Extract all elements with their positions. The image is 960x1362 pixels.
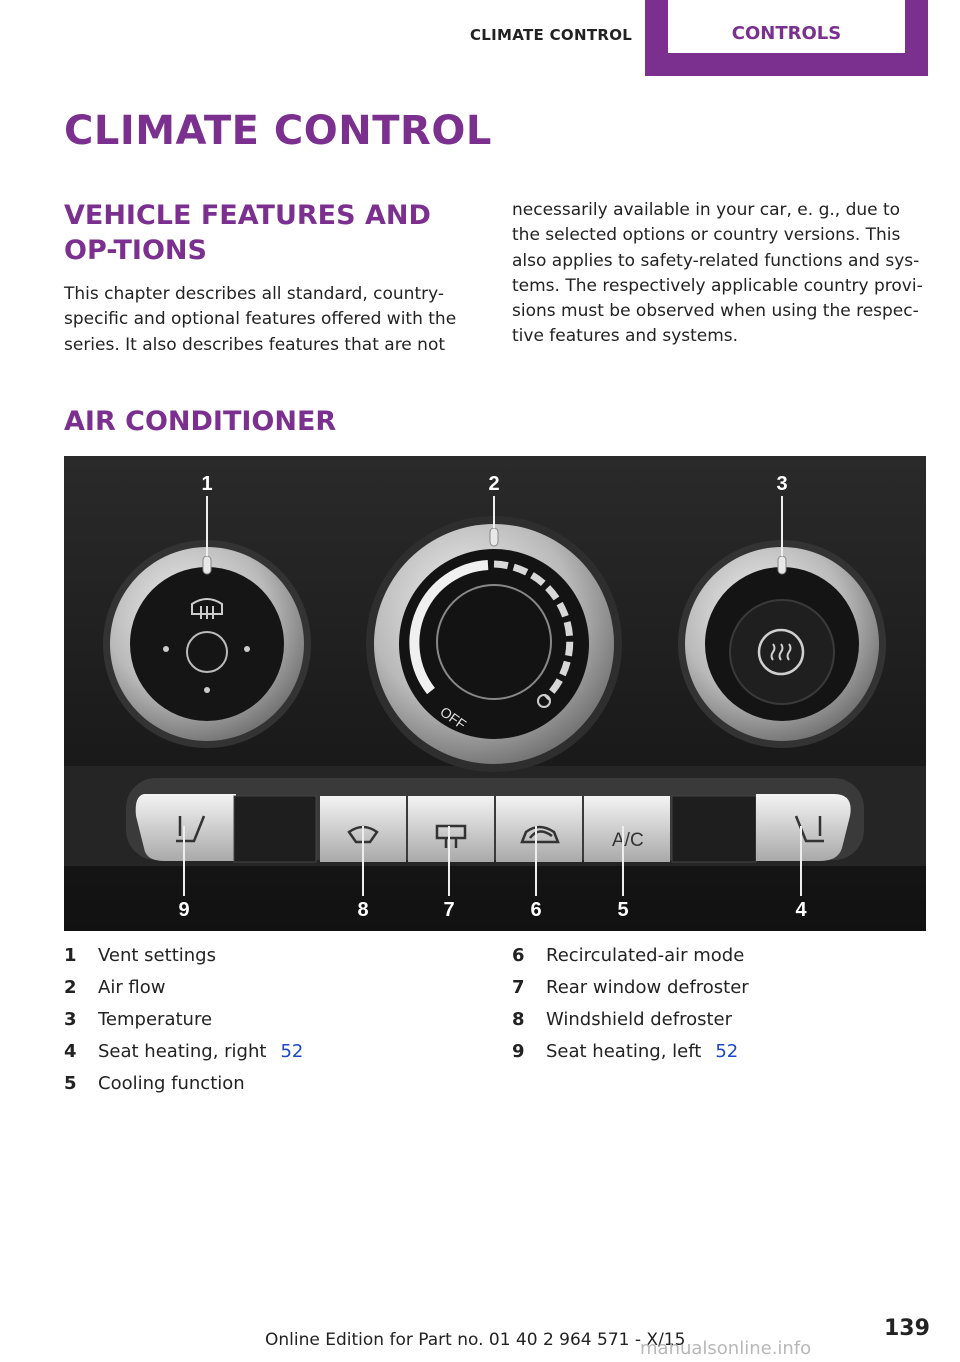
- legend-label: Air flow: [98, 977, 166, 998]
- watermark: manualsonline.info: [640, 1338, 812, 1359]
- list-item: [64, 1039, 303, 1071]
- legend-number: 3: [64, 1009, 77, 1030]
- header-section-label: CLIMATE CONTROL: [470, 26, 633, 44]
- features-paragraph-right: necessarily available in your car, e. g., due to the selected options or country versions. This also applies to safety-related functions and sys-tems. The respectively applicable country provi-sions must be observed when using the respec-tive features and systems.: [512, 200, 923, 347]
- air-flow-dial[interactable]: [366, 516, 622, 772]
- legend-number: 2: [64, 977, 77, 998]
- legend-label: Seat heating, left: [546, 1041, 702, 1062]
- callout-9: 9: [178, 899, 190, 921]
- legend-label: Windshield defroster: [546, 1009, 733, 1030]
- page-ref-link[interactable]: 52: [280, 1041, 304, 1062]
- legend-label: Cooling function: [98, 1073, 245, 1094]
- callout-2: 2: [488, 473, 500, 495]
- legend-label: Recirculated-air mode: [546, 945, 745, 966]
- recirculated-air-button[interactable]: [496, 796, 582, 862]
- legend-number: 4: [64, 1041, 77, 1062]
- header-tab[interactable]: [645, 0, 928, 76]
- list-item: [64, 1007, 303, 1039]
- legend-label: Temperature: [98, 1009, 213, 1030]
- legend-number: 5: [64, 1073, 77, 1094]
- seat-heating-left-button[interactable]: [136, 794, 236, 861]
- list-item: [64, 943, 303, 975]
- page-title: CLIMATE CONTROL: [64, 108, 492, 154]
- cooling-function-button[interactable]: [584, 796, 670, 862]
- temperature-dial[interactable]: [678, 540, 886, 748]
- page-number: 139: [884, 1316, 930, 1341]
- callout-6: 6: [530, 899, 542, 921]
- ac-button-label: A/C: [612, 830, 644, 851]
- header-tab-label: CONTROLS: [668, 0, 905, 53]
- legend-label: Seat heating, right: [98, 1041, 267, 1062]
- seat-heating-right-button[interactable]: [756, 794, 851, 861]
- blank-button-right[interactable]: [672, 796, 756, 862]
- legend-number: 9: [512, 1041, 525, 1062]
- legend-number: 6: [512, 945, 525, 966]
- legend-label: Rear window defroster: [546, 977, 749, 998]
- list-item: [512, 1007, 749, 1039]
- list-item: [512, 975, 749, 1007]
- callout-8: 8: [357, 899, 369, 921]
- vent-settings-dial[interactable]: [103, 540, 311, 748]
- air-conditioner-figure: [64, 456, 926, 931]
- rear-window-defroster-button[interactable]: [408, 796, 494, 862]
- list-item: [64, 1071, 303, 1103]
- features-paragraph-left: This chapter describes all standard, country-specific and optional features offered with the series. It also describes features that are not: [64, 284, 457, 355]
- legend-number: 8: [512, 1009, 525, 1030]
- callout-1: 1: [201, 473, 213, 495]
- callout-5: 5: [617, 899, 629, 921]
- legend-label: Vent settings: [98, 945, 216, 966]
- legend-left: [64, 943, 303, 1103]
- callout-4: 4: [795, 899, 807, 921]
- legend-number: 1: [64, 945, 77, 966]
- list-item: [64, 975, 303, 1007]
- dial-off-label: OFF: [437, 703, 470, 733]
- features-heading: VEHICLE FEATURES AND OP-TIONS: [64, 200, 431, 266]
- legend-right: [512, 943, 749, 1071]
- blank-button-left[interactable]: [234, 796, 316, 862]
- callout-3: 3: [776, 473, 788, 495]
- page-ref-link[interactable]: 52: [715, 1041, 739, 1062]
- list-item: [512, 1039, 749, 1071]
- air-conditioner-heading: AIR CONDITIONER: [64, 406, 337, 437]
- legend-number: 7: [512, 977, 525, 998]
- callout-7: 7: [443, 899, 455, 921]
- footer-edition: Online Edition for Part no. 01 40 2 964 571 - X/15: [265, 1330, 686, 1350]
- list-item: [512, 943, 749, 975]
